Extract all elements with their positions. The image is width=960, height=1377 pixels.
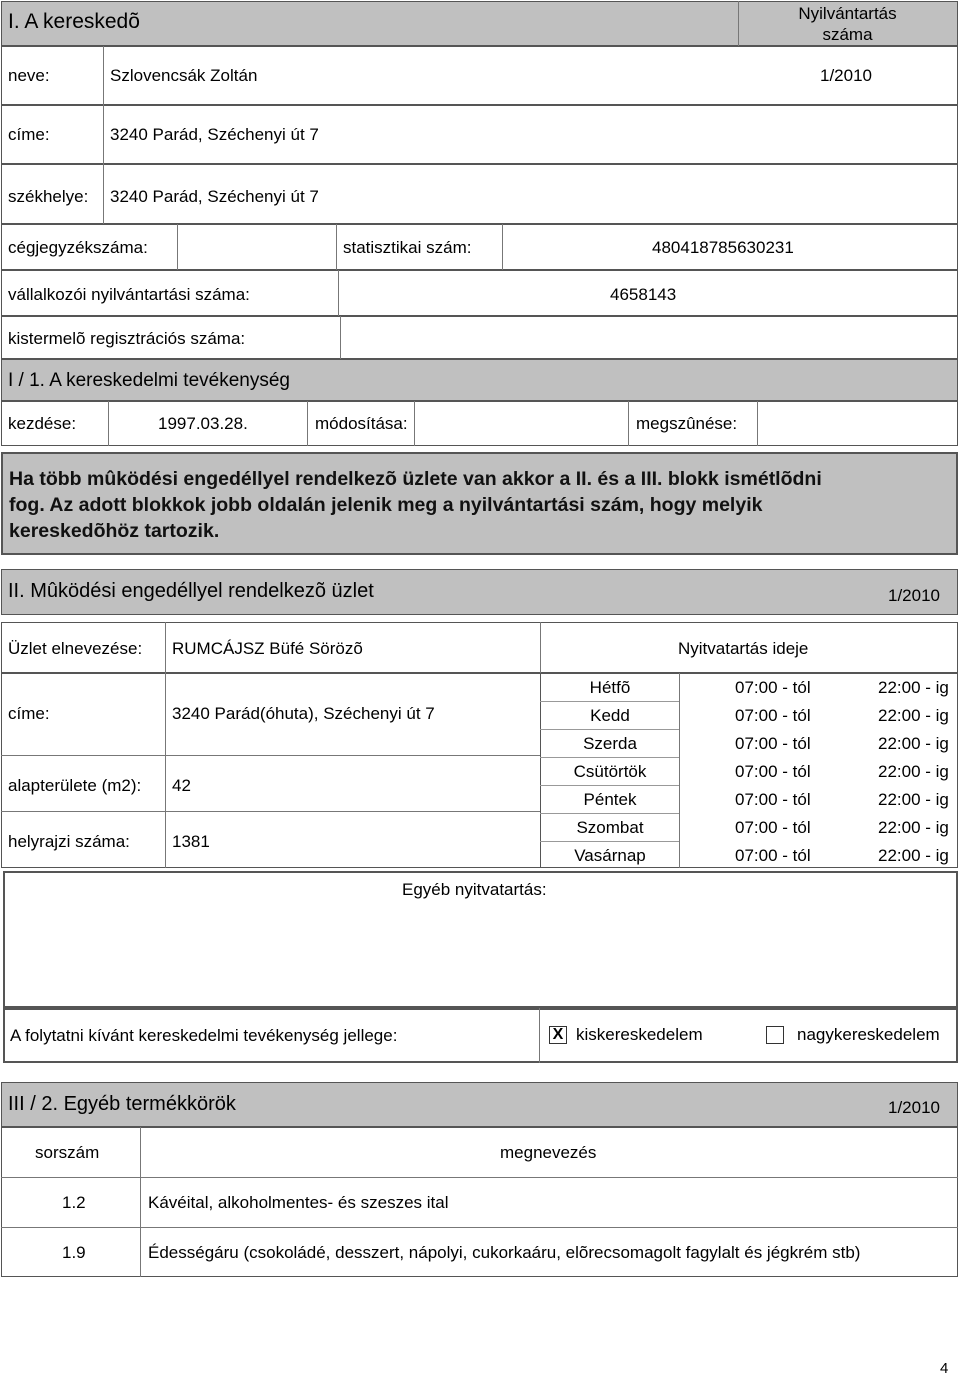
product-row-number: 1.9 (62, 1243, 86, 1262)
wholesale-checkbox[interactable] (766, 1026, 784, 1044)
products-reg-value: 1/2010 (888, 1098, 940, 1117)
opening-hours-title: Nyitvatartás ideje (678, 639, 809, 658)
opening-hours-to: 22:00 - ig (878, 818, 949, 837)
name-value: Szlovencsák Zoltán (110, 66, 258, 85)
products-section-title: III / 2. Egyéb termékkörök (8, 1093, 236, 1115)
opening-hours-to: 22:00 - ig (878, 678, 949, 697)
opening-hours-to: 22:00 - ig (878, 762, 949, 781)
shop-name-label: Üzlet elnevezése: (8, 639, 143, 658)
opening-hours-day: Szerda (583, 734, 637, 753)
activity-dates-row (1, 401, 958, 446)
opening-hours-from: 07:00 - tól (735, 762, 811, 781)
address-label: címe: (8, 125, 50, 144)
retail-checkbox[interactable]: X (549, 1026, 567, 1044)
product-row-name: Kávéital, alkoholmentes- és szeszes ital (148, 1193, 449, 1212)
opening-hours-from: 07:00 - tól (735, 790, 811, 809)
shop-reg-value: 1/2010 (888, 586, 940, 605)
address-value: 3240 Parád, Széchenyi út 7 (110, 125, 319, 144)
opening-hours-divider (540, 757, 679, 758)
product-row-name: Édességáru (csokoládé, desszert, nápolyi, cukorkaáru, elõrecsomagolt fagylalt és jégkrém stb) (148, 1243, 861, 1262)
seat-label: székhelye: (8, 187, 89, 206)
end-label: megszûnése: (636, 414, 738, 433)
opening-hours-divider (540, 813, 679, 814)
trader-section-title: I. A kereskedõ (8, 10, 140, 33)
opening-hours-from: 07:00 - tól (735, 846, 811, 865)
start-value: 1997.03.28. (158, 414, 248, 433)
opening-hours-to: 22:00 - ig (878, 706, 949, 725)
product-row-number: 1.2 (62, 1193, 86, 1212)
opening-hours-to: 22:00 - ig (878, 846, 949, 865)
opening-hours-from: 07:00 - tól (735, 678, 811, 697)
shop-area-value: 42 (172, 776, 191, 795)
shop-plot-value: 1381 (172, 832, 210, 851)
opening-hours-divider (540, 701, 679, 702)
wholesale-label: nagykereskedelem (797, 1025, 940, 1044)
seat-value: 3240 Parád, Széchenyi út 7 (110, 187, 319, 206)
shop-name-row (1, 622, 958, 673)
products-col-number: sorszám (35, 1143, 100, 1162)
opening-hours-from: 07:00 - tól (735, 818, 811, 837)
start-label: kezdése: (8, 414, 77, 433)
shop-address-label: címe: (8, 704, 50, 723)
modify-label: módosítása: (315, 414, 408, 433)
stat-value: 480418785630231 (652, 238, 794, 257)
reg-number-value: 1/2010 (820, 66, 872, 85)
retail-label: kiskereskedelem (576, 1025, 703, 1044)
opening-hours-divider (540, 729, 679, 730)
entrepreneur-value: 4658143 (610, 285, 677, 304)
small-producer-label: kistermelõ regisztrációs száma: (8, 329, 246, 348)
shop-area-label: alapterülete (m2): (8, 776, 142, 795)
opening-hours-day: Vasárnap (574, 846, 646, 865)
activity-section-title: I / 1. A kereskedelmi tevékenység (8, 370, 290, 391)
products-col-name: megnevezés (500, 1143, 597, 1162)
opening-hours-day: Csütörtök (573, 762, 647, 781)
shop-name-value: RUMCÁJSZ Büfé Sörözõ (172, 639, 363, 658)
entrepreneur-label: vállalkozói nyilvántartási száma: (8, 285, 250, 304)
shop-address-value: 3240 Parád(óhuta), Széchenyi út 7 (172, 704, 435, 723)
page-number: 4 (940, 1360, 949, 1377)
opening-hours-day: Szombat (576, 818, 644, 837)
shop-section-title: II. Mûködési engedéllyel rendelkezõ üzlet (8, 580, 374, 602)
opening-hours-from: 07:00 - tól (735, 706, 811, 725)
other-hours-label: Egyéb nyitvatartás: (402, 880, 547, 899)
company-reg-label: cégjegyzékszáma: (8, 238, 148, 257)
name-label: neve: (8, 66, 50, 85)
notice-text: Ha több mûködési engedéllyel rendelkezõ üzlete van akkor a II. és a III. blokk ismétlõdni fog. Az adott blokkok jobb oldalán jelenik meg a nyilvántartási szám, hogy melyik kereskedõhöz tartozik. (9, 468, 822, 542)
opening-hours-to: 22:00 - ig (878, 790, 949, 809)
reg-number-label: Nyilvántartás száma (798, 4, 897, 44)
opening-hours-from: 07:00 - tól (735, 734, 811, 753)
opening-hours-divider (540, 785, 679, 786)
opening-hours-day: Kedd (590, 706, 630, 725)
opening-hours-day: Hétfõ (589, 678, 631, 697)
stat-label: statisztikai szám: (343, 238, 472, 257)
opening-hours-divider (540, 841, 679, 842)
activity-nature-label: A folytatni kívánt kereskedelmi tevékenység jellege: (10, 1026, 398, 1045)
opening-hours-day: Péntek (583, 790, 637, 809)
shop-plot-label: helyrajzi száma: (8, 832, 130, 851)
opening-hours-to: 22:00 - ig (878, 734, 949, 753)
